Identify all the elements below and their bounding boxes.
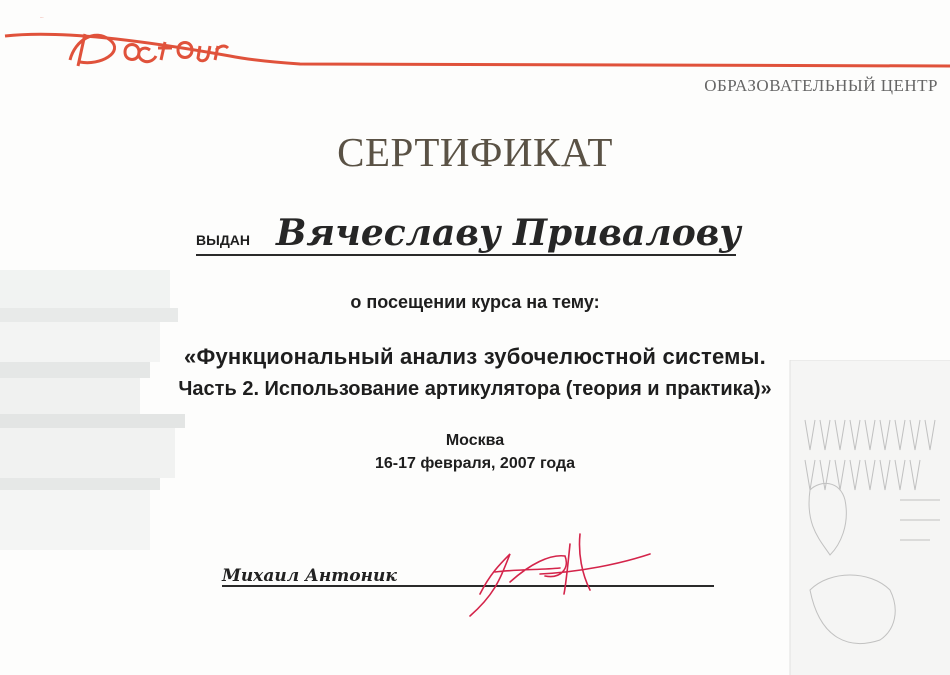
dental-chart-decoration bbox=[780, 360, 950, 675]
course-intro: о посещении курса на тему: bbox=[350, 292, 600, 312]
recipient-underline bbox=[196, 254, 736, 256]
event-date: 16-17 февраля, 2007 года bbox=[374, 455, 576, 472]
recipient-row bbox=[196, 206, 741, 258]
certificate-title: СЕРТИФИКАТ bbox=[337, 129, 613, 175]
logo-subtitle: ОБРАЗОВАТЕЛЬНЫЙ ЦЕНТР bbox=[704, 76, 938, 95]
recipient-name: Вячеславу Привалову bbox=[276, 212, 741, 254]
handwritten-signature bbox=[440, 524, 660, 624]
signer-name: Михаил Антоник bbox=[222, 566, 397, 586]
issued-label: ВЫДАН bbox=[196, 232, 251, 248]
doctour-logo bbox=[0, 0, 950, 80]
event-city: Москва bbox=[445, 432, 505, 449]
course-title-line-1: «Функциональный анализ зубочелюстной системы. bbox=[184, 344, 766, 369]
course-title-line-2: Часть 2. Использование артикулятора (теория и практика)» bbox=[178, 378, 772, 400]
logo-text: Doctour bbox=[40, 18, 44, 19]
